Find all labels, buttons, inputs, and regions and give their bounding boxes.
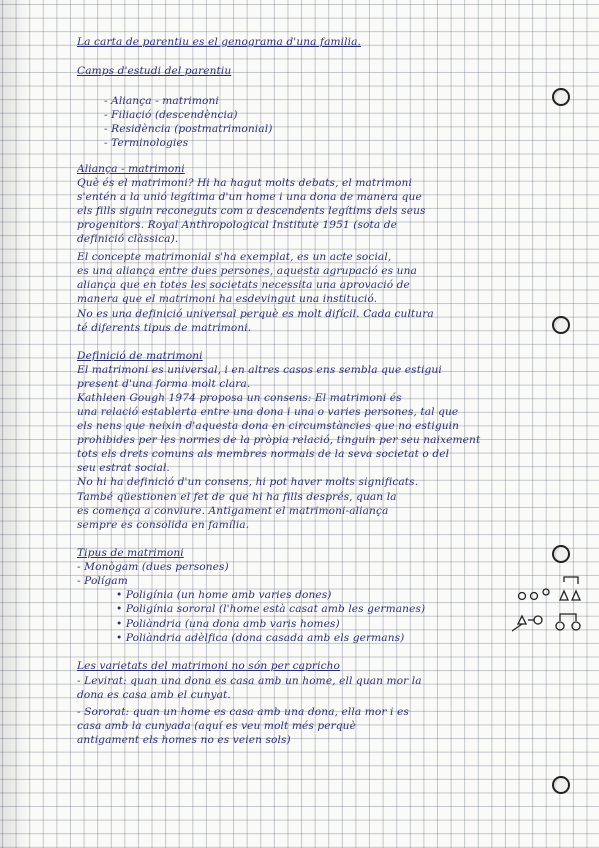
text-line: El concepte matrimonial s'ha exemplat, es un acte social, — [77, 251, 392, 263]
female-symbol — [531, 593, 538, 600]
text-line: - Levirat: quan una dona es casa amb un home, ell quan mor la — [77, 675, 422, 687]
heading-definicio: Definició de matrimoni — [77, 350, 203, 362]
text-line: sempre es consolida en família. — [77, 519, 250, 531]
text-line: progenitors. Royal Anthropological Institute 1951 (sota de — [77, 219, 397, 231]
text-line: s'entén a la unió legítima d'un home i una dona de manera que — [77, 191, 422, 203]
text-line: tots els drets comuns als membres normals de la seva societat o del — [77, 448, 450, 460]
text-line: casa amb la cunyada (aquí es veu molt més perquè — [77, 720, 356, 732]
text-line: Kathleen Gough 1974 proposa un consens: El matrimoni és — [77, 392, 402, 404]
binder-hole — [552, 776, 570, 794]
list-item: - Polígam — [77, 575, 128, 587]
male-symbol — [518, 616, 526, 624]
text-line: es una aliança entre dues persones, aquesta agrupació es una — [77, 265, 417, 277]
page-shadow — [0, 0, 30, 848]
list-item: • Poliàndria (una dona amb varis homes) — [116, 618, 340, 630]
text-line: - Sororat: quan un home es casa amb una dona, ella mor i es — [77, 706, 409, 718]
female-symbol — [534, 616, 542, 624]
binder-hole — [552, 545, 570, 563]
text-line: dona es casa amb el cunyat. — [77, 689, 231, 701]
female-symbol — [543, 589, 549, 595]
male-symbol — [560, 591, 568, 600]
female-symbol — [556, 622, 564, 630]
text-line: No hi ha definició d'un consens, hi pot haver molts significats. — [77, 476, 419, 488]
text-line: També qüestionen el fet de que hi ha fills després, quan la — [77, 491, 397, 503]
female-symbol — [519, 593, 526, 600]
text-line: prohibides per les normes de la pròpia relació, tinguin per seu naixement — [77, 434, 481, 446]
heading-varietats: Les varietats del matrimoni no són per capricho — [77, 660, 341, 672]
list-item: - Residència (postmatrimonial) — [104, 123, 273, 135]
intro-line: La carta de parentiu es el genograma d'una familia. — [77, 36, 361, 48]
list-item: • Poligínia (un home amb varies dones) — [116, 589, 332, 601]
text-line: antigament els homes no es veien sols) — [77, 734, 291, 746]
kinship-line — [560, 614, 576, 621]
text-line: aliança que en totes les societats necessita una aprovació de — [77, 279, 410, 291]
text-line: El matrimoni es universal, i en altres casos ens sembla que estigui — [77, 364, 442, 376]
text-line: definició clàssica). — [77, 233, 179, 245]
heading-alianca: Aliança - matrimoni — [77, 163, 185, 175]
heading-camps: Camps d'estudi del parentiu — [77, 65, 232, 77]
heading-tipus: Tipus de matrimoni — [77, 547, 184, 559]
text-line: seu estrat social. — [77, 462, 170, 474]
text-line: els fills siguin reconeguts com a descendents legítims dels seus — [77, 205, 426, 217]
binder-hole — [552, 88, 570, 106]
kinship-line — [564, 577, 578, 584]
list-item: • Poligínia sororal (l'home està casat amb les germanes) — [116, 603, 426, 615]
text-line: els nens que neixin d'aquesta dona en circumstàncies que no estiguin — [77, 420, 460, 432]
text-line: té diferents tipus de matrimoni. — [77, 322, 252, 334]
list-item: - Filiació (descendència) — [104, 109, 238, 121]
list-item: • Poliàndria adèlfica (dona casada amb els germans) — [116, 632, 405, 644]
list-item: - Monògam (dues persones) — [77, 561, 229, 573]
kinship-diagram — [512, 574, 588, 644]
text-line: es comença a conviure. Antigament el matrimoni-aliança — [77, 505, 389, 517]
list-item: - Aliança - matrimoni — [104, 95, 219, 107]
text-line: present d'una forma molt clara. — [77, 378, 251, 390]
text-line: manera que el matrimoni ha esdevingut una institució. — [77, 293, 378, 305]
text-line: No es una definició universal perquè es molt difícil. Cada cultura — [77, 308, 434, 320]
text-line: Què és el matrimoni? Hi ha hagut molts debats, el matrimoni — [77, 177, 412, 189]
male-symbol — [572, 591, 580, 600]
list-item: - Terminologies — [104, 137, 189, 149]
binder-hole — [552, 316, 570, 334]
arrow-line — [512, 624, 522, 638]
text-line: una relació establerta entre una dona i una o varies persones, tal que — [77, 406, 459, 418]
female-symbol — [572, 622, 580, 630]
